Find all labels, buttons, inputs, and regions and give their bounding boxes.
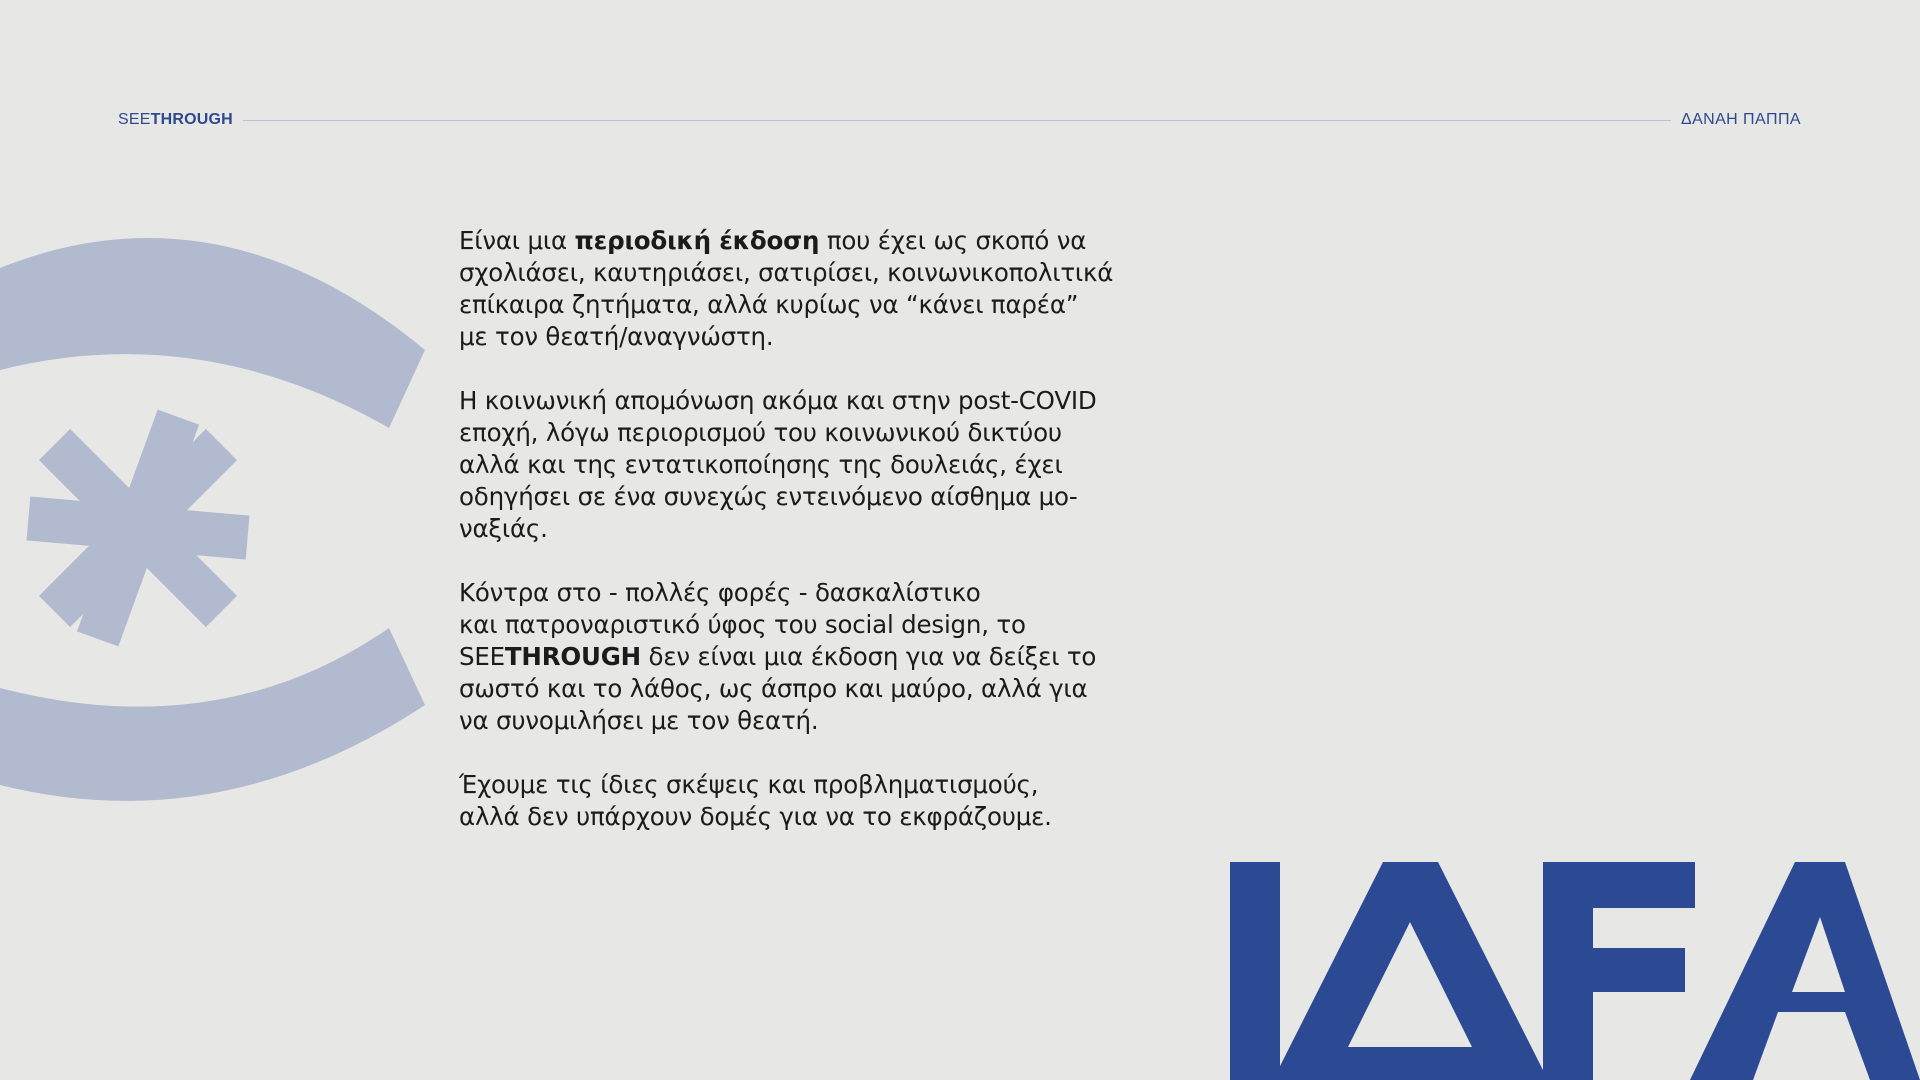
paragraph-1-emphasis: περιοδική έκδοση — [574, 226, 820, 255]
letter-iota-shape — [1230, 862, 1280, 1080]
letter-epsilon-shape — [1543, 862, 1695, 1080]
idea-title-graphic — [1230, 862, 1920, 1080]
paragraph-4: Έχουμε τις ίδιες σκέψεις και προβληματισμούς, αλλά δεν υπάρχουν δομές για να το εκφράζουμε. — [459, 770, 1052, 831]
asterisk-icon — [27, 410, 250, 647]
letter-delta-shape — [1273, 862, 1548, 1080]
brand-through: THROUGH — [150, 111, 233, 128]
paragraph-3-brand-through: THROUGH — [504, 642, 641, 671]
upper-arc-icon — [0, 238, 425, 428]
paragraph-3-end: δεν είναι μια έκδοση για να δείξει το σωστό και το λάθος, ως άσπρο και μαύρο, αλλά για να συνομιλήσει με τον θεατή. — [459, 642, 1097, 735]
eye-asterisk-logo-icon — [0, 0, 440, 820]
paragraph-1-start: Είναι μια — [459, 226, 575, 255]
brand-see: SEE — [118, 111, 151, 128]
intro-body-text — [459, 225, 1139, 865]
lower-arc-icon — [0, 628, 425, 801]
paragraph-1 — [459, 225, 1139, 353]
letter-alpha-shape — [1690, 862, 1920, 1080]
paragraph-3 — [459, 577, 1139, 737]
author-name: ΔΑΝΑΗ ΠΑΠΠΑ — [1681, 111, 1801, 128]
paragraph-1-end: που έχει ως σκοπό να σχολιάσει, καυτηριάσει, σατιρίσει, κοινωνικοπολιτικά επίκαιρα ζητήματα, αλλά κυρίως να “κάνει παρέα” με τον θεατή/αναγνώστη. — [459, 226, 1114, 351]
paragraph-3-brand-see: SEE — [459, 642, 505, 671]
paragraph-2: Η κοινωνική απομόνωση ακόμα και στην post-COVID εποχή, λόγω περιορισμού του κοινωνικού δικτύου αλλά και της εντατικοποίησης της δουλειάς, έχει οδηγήσει σε ένα συνεχώς εντεινόμενο αίσθημα μο- ναξιάς. — [459, 386, 1097, 543]
header-divider — [243, 120, 1671, 121]
paragraph-3-start: Κόντρα στο - πολλές φορές - δασκαλίστικο και πατροναριστικό ύφος του social design, το — [459, 578, 1026, 639]
